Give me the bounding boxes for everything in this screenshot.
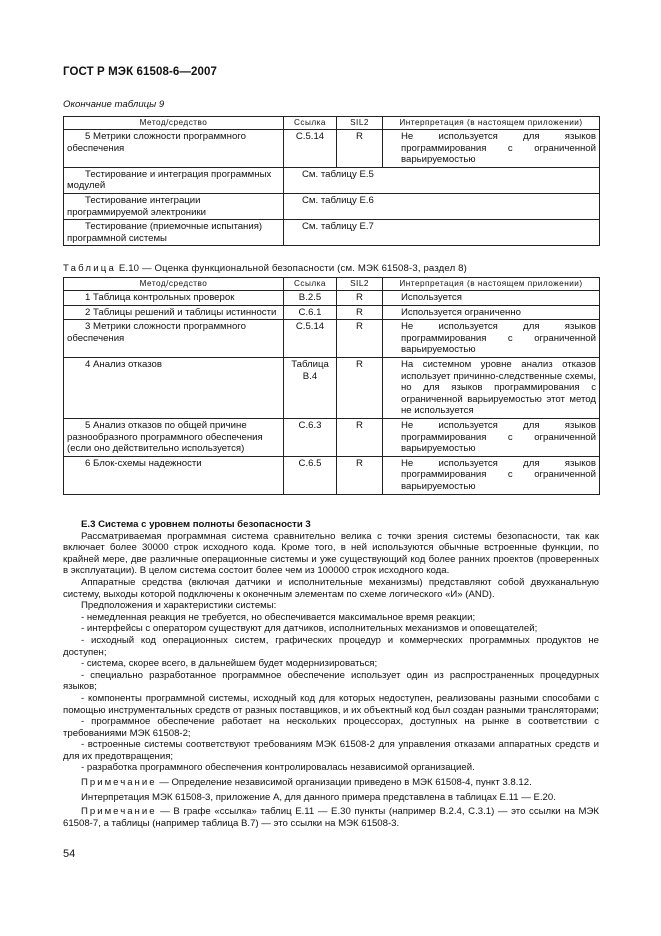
table-header-row [64,117,600,130]
list-item: - программное обеспечение работает на нескольких процессорах, доступных на рынке в соответствии с требованиями МЭК 61508-2; [63,716,599,739]
column-header: Ссылка [284,117,337,130]
table-label: Таблица [63,263,117,274]
column-header: Метод/средство [64,278,284,291]
column-header: Интерпретация (в настоящем приложении) [383,117,600,130]
interpretation-cell: Не используется для языков программирования с ограниченной варьируемостью [383,456,600,494]
reference-cell: C.6.3 [284,418,337,456]
method-cell: Тестирование интеграции программируемой электроники [64,193,284,219]
table-row [64,193,600,219]
section-heading: Е.3 Система с уровнем полноты безопасности 3 [81,519,311,530]
interpretation-cell: Не используется для языков программирования с ограниченной варьируемостью [383,130,600,168]
reference-cell: C.6.5 [284,456,337,494]
note-label: Примечание [81,806,157,818]
list-item: - специально разработанное программное обеспечение использует один из распространенных процедурных языков; [63,669,599,693]
paragraph: Интерпретация МЭК 61508-3, приложение А, для данного примера представлена в таблицах Е.11 — Е.20. [81,791,556,803]
method-cell: 5 Анализ отказов по общей причине разнообразного программного обеспечения (если оно действительно используется) [64,418,284,456]
column-header: Ссылка [284,278,337,291]
table-row [64,320,600,358]
interpretation-cell: Не используется для языков программирования с ограниченной варьируемостью [383,320,600,358]
table-e10-caption [63,263,467,275]
reference-cell: C.5.14 [284,130,337,168]
column-header: Интерпретация (в настоящем приложении) [383,278,600,291]
see-table-cell: См. таблицу Е.6 [284,193,600,219]
table-continuation-caption: Окончание таблицы 9 [63,99,165,110]
table-title: Е.10 — Оценка функциональной безопасности (см. МЭК 61508-3, раздел 8) [116,263,467,274]
interpretation-cell: Используется ограниченно [383,305,600,320]
column-header: SIL2 [337,278,383,291]
method-cell: 1 Таблица контрольных проверок [64,291,284,306]
note-text: — Определение независимой организации приведено в МЭК 61508-4, пункт 3.8.12. [156,777,532,789]
paragraph: Аппаратные средства (включая датчики и исполнительные механизмы) представляют собой двухканальную систему, выходы которой подключены к оконечным элементам по схеме логического «И» (AND). [63,576,599,600]
table-row [64,456,600,494]
interpretation-cell: Не используется для языков программирования с ограниченной варьируемостью [383,418,600,456]
interpretation-cell: На системном уровне анализ отказов использует причинно-следственные схемы, но для языков программирования с ограниченной варьируемостью этот метод не используется [383,357,600,418]
list-item: - встроенные системы соответствуют требованиям МЭК 61508-2 для управления отказами аппаратных средств и для их предотвращения; [63,739,599,762]
paragraph: Рассматриваемая программная система сравнительно велика с точки зрения системы безопасности, так как включает более 30000 строк исходного кода. Кроме того, в ней используются обычные встроенные функции, по крайней мере, две различные операционные системы и уже существующий код более ранних проектов (проверенных в эксплуатации). В целом система состоит более чем из 100000 строк исходного кода. [63,530,599,577]
table-row [64,305,600,320]
document-id-header: ГОСТ Р МЭК 61508-6—2007 [63,66,217,78]
list-item: - система, скорее всего, в дальнейшем будет модернизироваться; [81,658,378,670]
sil-cell: R [337,320,383,358]
note [63,806,599,829]
note-label: Примечание [81,777,157,789]
table-row [64,130,600,168]
table-9-end [63,116,600,246]
method-cell: 5 Метрики сложности программного обеспечения [64,130,284,168]
method-cell: 4 Анализ отказов [64,357,284,418]
list-item: - интерфейсы с оператором существуют для датчиков, исполнительных механизмов и оповещателей; [81,623,538,635]
sil-cell: R [337,357,383,418]
table-e10 [63,277,600,495]
note-text: — В графе «ссылка» таблиц Е.11 — Е.30 пункты (например В.2.4, С.3.1) — это ссылки на МЭК 61508-7, а таблицы (например таблица В.7) — это ссылки на МЭК 61508-3. [63,806,599,829]
note [63,777,599,789]
method-cell: 6 Блок-схемы надежности [64,456,284,494]
reference-cell: Таблица B.4 [284,357,337,418]
reference-cell: C.5.14 [284,320,337,358]
sil-cell: R [337,130,383,168]
see-table-cell: См. таблицу Е.5 [284,167,600,193]
table-row [64,167,600,193]
table-header-row [64,278,600,291]
section-e3 [63,519,599,829]
list-item: - разработка программного обеспечения контролировалась независимой организацией. [81,762,475,774]
sil-cell: R [337,456,383,494]
list-item: - компоненты программной системы, исходный код для которых недоступен, реализованы разными способами с помощью инструментальных средств от разных поставщиков, и их объектный код был создан разными трансляторами; [63,692,599,716]
table-row [64,291,600,306]
sil-cell: R [337,305,383,320]
sil-cell: R [337,291,383,306]
method-cell: Тестирование (приемочные испытания) программной системы [64,220,284,246]
sil-cell: R [337,418,383,456]
paragraph: Предположения и характеристики системы: [81,600,277,612]
table-row [64,357,600,418]
list-item: - исходный код операционных систем, графических процедур и коммерческих программных продуктов не доступен; [63,634,599,658]
table-row [64,418,600,456]
see-table-cell: См. таблицу Е.7 [284,220,600,246]
method-cell: 2 Таблицы решений и таблицы истинности [64,305,284,320]
page-number: 54 [63,848,76,860]
interpretation-cell: Используется [383,291,600,306]
reference-cell: B.2.5 [284,291,337,306]
reference-cell: C.6.1 [284,305,337,320]
column-header: SIL2 [337,117,383,130]
column-header: Метод/средство [64,117,284,130]
list-item: - немедленная реакция не требуется, но обеспечивается максимальное время реакции; [81,611,476,623]
table-row [64,220,600,246]
method-cell: 3 Метрики сложности программного обеспечения [64,320,284,358]
method-cell: Тестирование и интеграция программных модулей [64,167,284,193]
